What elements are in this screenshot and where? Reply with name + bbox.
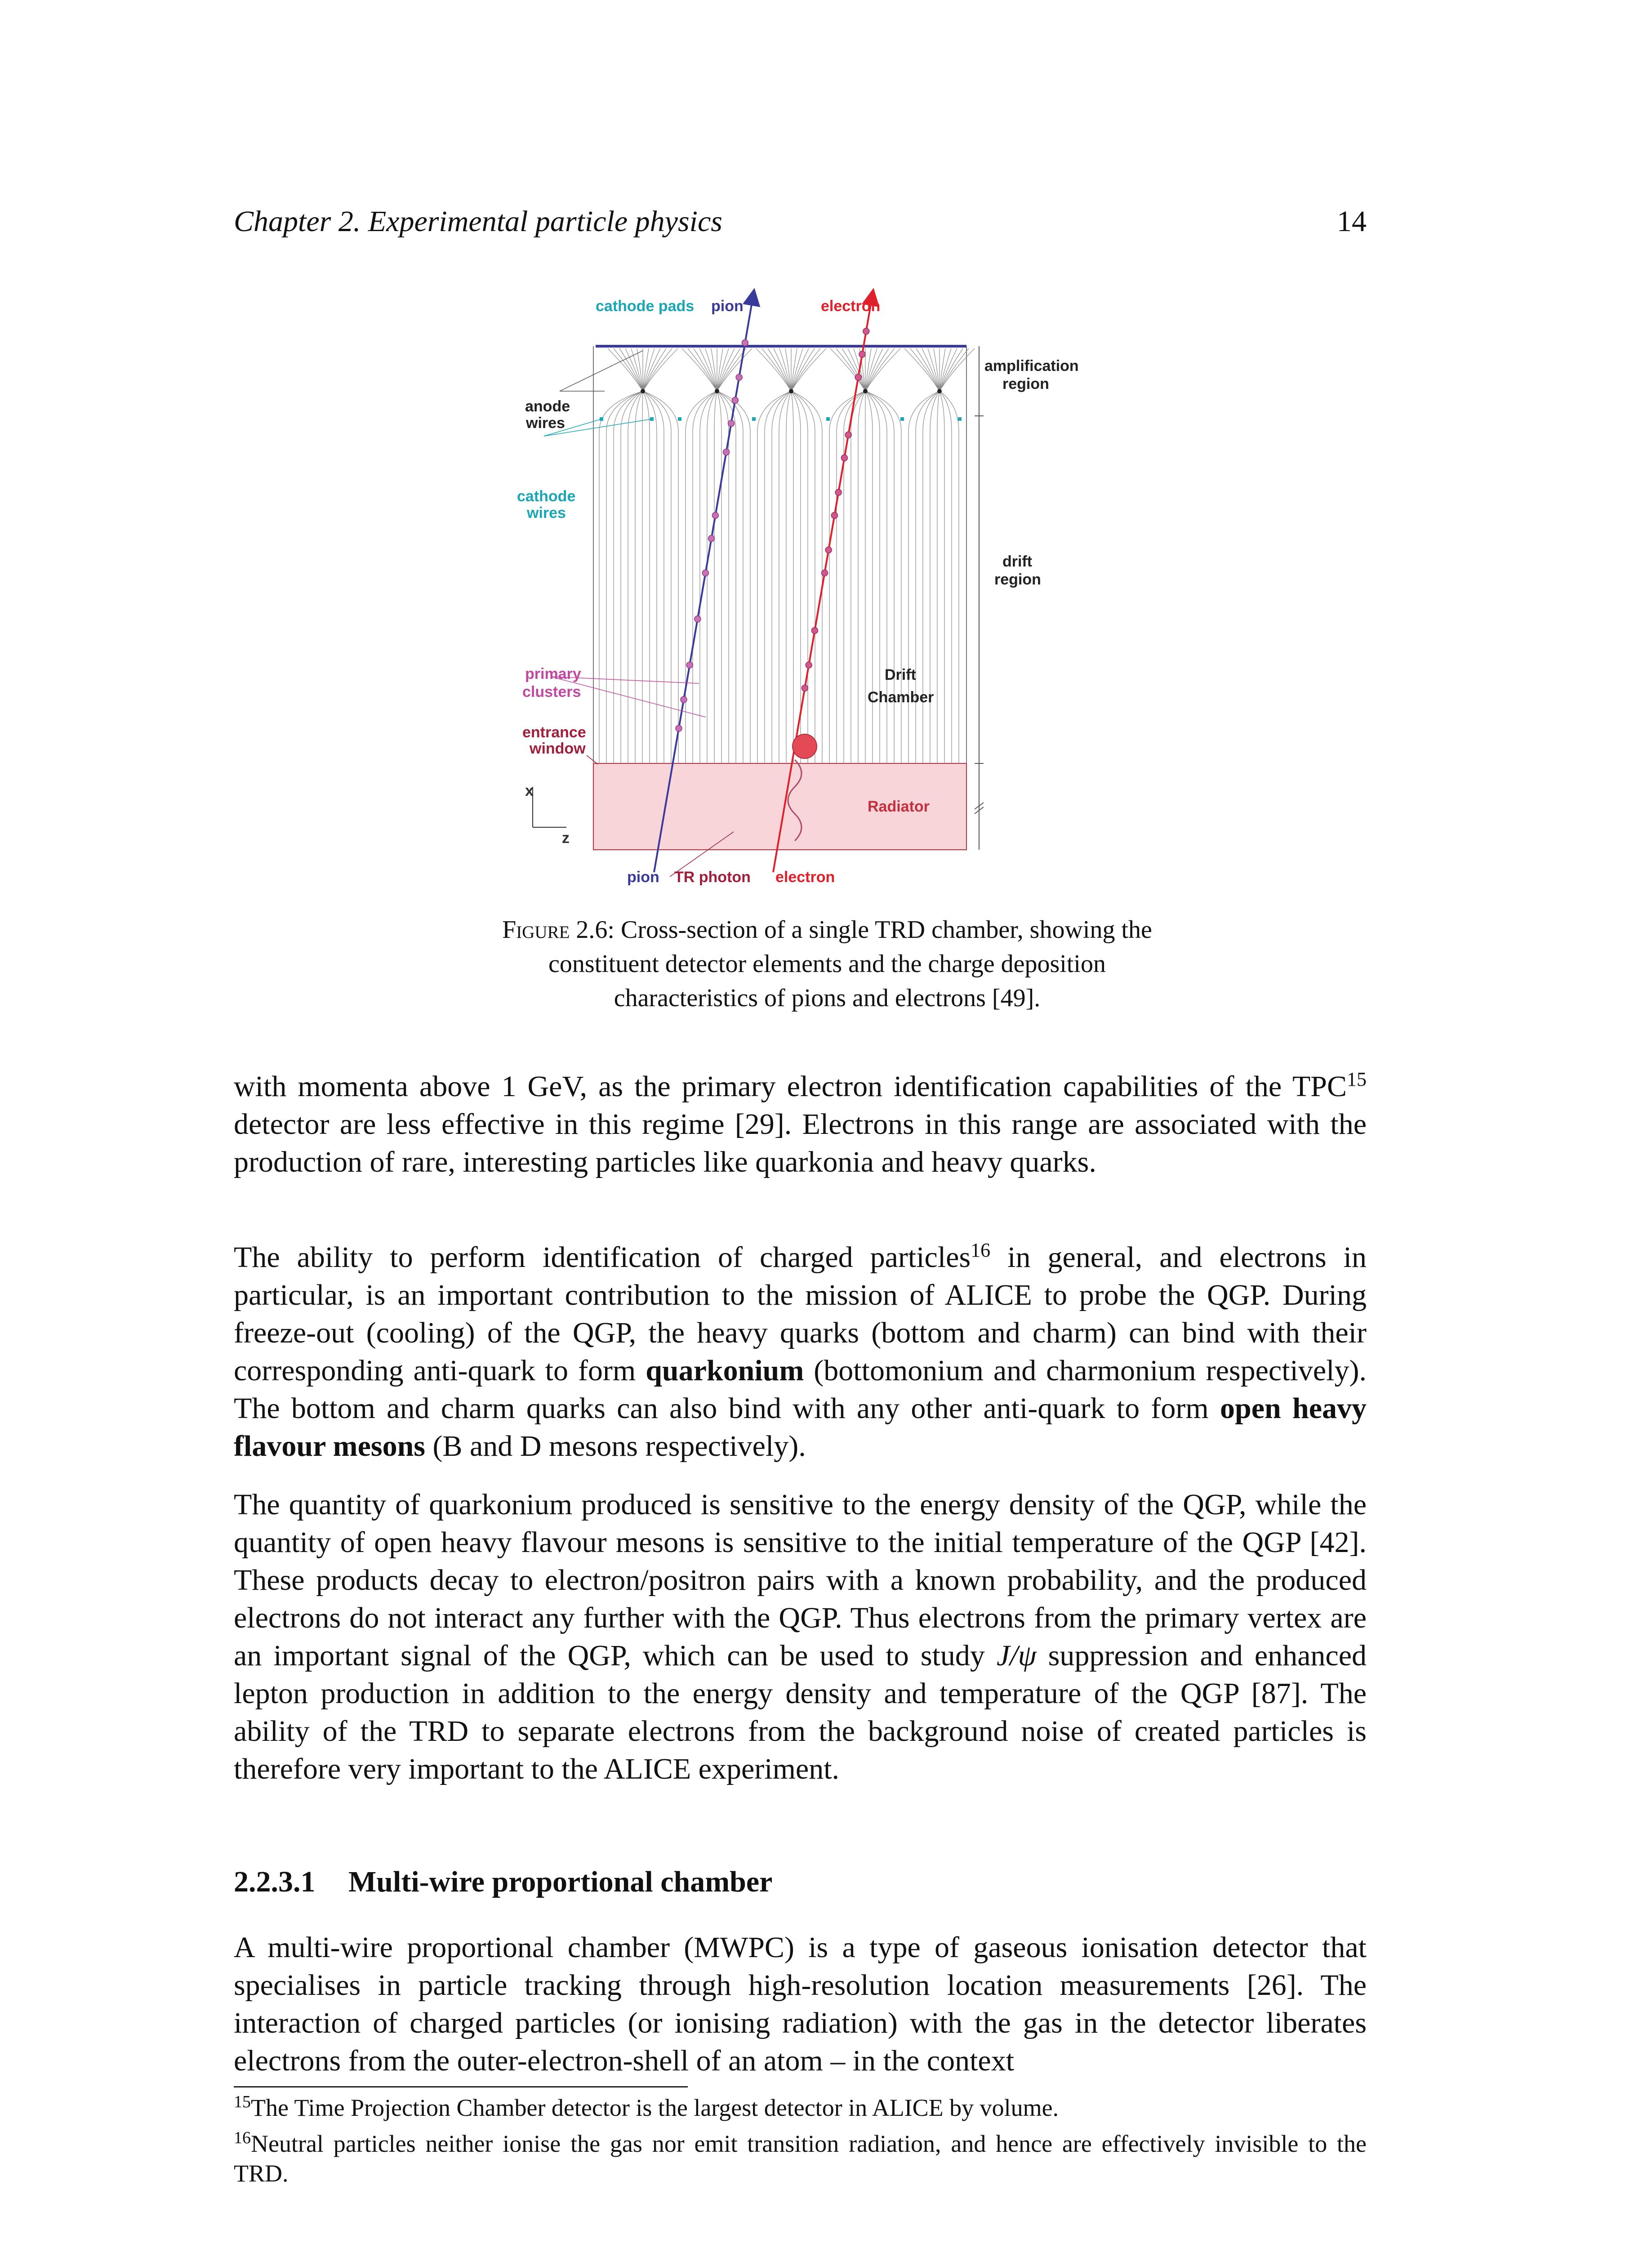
electron-cluster [855, 374, 861, 380]
drift-field-line [865, 391, 887, 763]
drift-field-line [765, 391, 791, 763]
footnote-rule [234, 2086, 688, 2087]
amplification-field-line [791, 348, 803, 391]
pion-cluster [695, 616, 701, 622]
amplification-field-line [928, 348, 940, 391]
term-open-heavy-flavour: open heavy flavour mesons [234, 1392, 1367, 1463]
amplification-field-line [643, 348, 655, 391]
label-tr-photon: TR photon [674, 869, 751, 886]
electron-cluster [859, 351, 865, 357]
footnote-16: $^{16}$Neutral particles neither ionise the gas nor emit transition radiation, and hence are effectively invisible to the TRD. [234, 2128, 1367, 2187]
drift-field-line [791, 391, 793, 763]
footnote-15: $^{15}$The Time Projection Chamber detector is the largest detector in ALICE by volume. [234, 2092, 1059, 2121]
cathode-wire [900, 417, 904, 421]
label-cathode-wires-2: wires [527, 504, 566, 522]
drift-field-line [686, 391, 717, 763]
electron-cluster [825, 547, 832, 553]
drift-field-line [791, 391, 822, 763]
cathode-wire [678, 417, 681, 421]
axis-z-label: z [562, 830, 570, 847]
drift-field-line [791, 391, 801, 763]
paragraph-3: The quantity of quarkonium produced is sensitive to the energy density of the QGP, while the quantity of open heavy flavour mesons is sensitive to the initial temperature of the QGP [42]. These products decay to electron/positron pairs with a known probability, and the produced electrons do not interact any further with the QGP. Thus electrons from the primary vertex are an important signal of the QGP, which can be used to study J/ψ suppression and enhanced lepton production in addition to the energy density and temperature of the QGP [87]. The ability of the TRD to separate electrons from the background noise of created particles is therefore very important to the ALICE experiment. [234, 1488, 1367, 1785]
anode-wire [789, 389, 793, 393]
electron-cluster [841, 455, 847, 461]
caption-label: Figure 2.6: [502, 916, 614, 944]
anode-wire [863, 389, 868, 393]
electron-cluster [811, 627, 818, 633]
pion-cluster [681, 696, 687, 703]
subsection-heading [234, 1865, 1367, 1899]
amplification-field-line [631, 348, 643, 391]
label-primary-2: clusters [522, 683, 581, 700]
label-cathode-pads: cathode pads [596, 298, 695, 315]
drift-field-line [937, 391, 940, 763]
pion-cluster [702, 570, 708, 576]
label-drift-chamber-1: Drift [885, 666, 916, 683]
drift-field-line [858, 391, 865, 763]
caption-line-1: Figure 2.6: Cross-section of a single TRD chamber, showing the [502, 916, 1152, 944]
pion-cluster [732, 397, 738, 403]
footnote-ref-15: 15 [1347, 1068, 1367, 1090]
label-amplification-2: region [1002, 375, 1049, 393]
pion-cluster [728, 420, 735, 427]
label-drift-chamber-2: Chamber [868, 689, 934, 706]
cathode-wires [600, 417, 962, 421]
anode-wire [937, 389, 942, 393]
drift-field-line [635, 391, 643, 763]
trd-diagram [494, 288, 1124, 899]
drift-field-line [717, 391, 750, 763]
label-pion-bottom: pion [627, 869, 659, 886]
label-drift-1: drift [1002, 553, 1033, 570]
label-cathode-wires-1: cathode [517, 488, 576, 505]
caption-line-2: constituent detector elements and the charge deposition [548, 950, 1106, 978]
electron-cluster [821, 570, 828, 576]
drift-field-line [714, 391, 717, 763]
drift-field-line [791, 391, 815, 763]
drift-field-line [707, 391, 717, 763]
math-jpsi: J/ψ [996, 1639, 1037, 1672]
label-pion-top: pion [711, 298, 744, 315]
pion-cluster [708, 535, 715, 542]
anode-wire [715, 389, 719, 393]
electron-cluster [802, 685, 808, 691]
label-primary-1: primary [525, 665, 581, 682]
label-entrance-1: entrance [522, 724, 586, 741]
figure-caption [342, 913, 1313, 1015]
drift-field-line [940, 391, 959, 763]
drift-field-line [865, 391, 901, 763]
amplification-field-line [717, 348, 729, 391]
amplification-field-line [940, 348, 951, 391]
pion-cluster [686, 662, 693, 668]
drift-field-line [940, 391, 944, 763]
electron-cluster [831, 512, 837, 518]
drift-field-line [717, 391, 721, 763]
page-number: 14 [1337, 205, 1367, 238]
drift-field-line [772, 391, 791, 763]
drift-field-line [643, 391, 650, 763]
drift-field-line [779, 391, 791, 763]
tr-absorption-blob [793, 734, 817, 758]
electron-cluster [863, 328, 869, 335]
subsection-number: 2.2.3.1 [234, 1865, 316, 1898]
subsection-title: Multi-wire proportional chamber [348, 1865, 773, 1898]
anode-wire [641, 389, 645, 393]
drift-field-line [643, 391, 678, 763]
caption-line-3: characteristics of pions and electrons [49]. [614, 984, 1041, 1012]
drift-field-line [642, 391, 643, 763]
entrance-pointer [587, 755, 598, 764]
cathode-wire [752, 417, 756, 421]
label-entrance-2: window [530, 740, 586, 757]
cathode-wire [826, 417, 830, 421]
drift-field-line [940, 391, 952, 763]
paragraph-2: The ability to perform identification of charged particles$^{16}$ in general, and electrons in particular, is an important contribution to the mission of ALICE to probe the QGP. During freeze-out (cooling) of the QGP, the heavy quarks (bottom and charm) can bind with their corresponding anti-quark to form quarkonium (bottomonium and charmonium respectively). The bottom and charm quarks can also bind with any other anti-quark to form open heavy flavour mesons (B and D mesons respectively). [234, 1239, 1367, 1463]
label-radiator: Radiator [868, 798, 930, 815]
label-electron-bottom: electron [775, 869, 835, 886]
amplification-field-line [865, 348, 877, 391]
pion-cluster [736, 374, 742, 380]
label-drift-2: region [994, 571, 1041, 588]
label-amplification-1: amplification [984, 357, 1079, 375]
amplification-field-line [705, 348, 717, 391]
label-electron-top: electron [821, 298, 881, 315]
label-anode-1: anode [525, 398, 570, 415]
primary-clusters [676, 328, 869, 731]
drift-field-line [916, 391, 940, 763]
page-header [234, 205, 1367, 250]
amplification-field-line [779, 348, 791, 391]
drift-field-line [829, 391, 865, 763]
pion-cluster [712, 512, 718, 518]
drift-field-line [606, 391, 643, 763]
drift-field-line [786, 391, 791, 763]
axis-x-label: x [525, 782, 534, 799]
chapter-title: Chapter 2. Experimental particle physics [234, 205, 722, 238]
drift-field-line [643, 391, 664, 763]
term-quarkonium: quarkonium [646, 1354, 804, 1387]
electron-cluster [835, 489, 842, 495]
drift-field-line [621, 391, 643, 763]
cathode-wire [958, 417, 962, 421]
electron-cluster [845, 432, 851, 438]
trd-figure [494, 288, 1124, 899]
drift-field-line [908, 391, 940, 763]
pion-cluster [676, 725, 682, 731]
footnote-ref-16: 16 [971, 1239, 991, 1261]
drift-field-line [717, 391, 743, 763]
label-anode-2: wires [526, 415, 565, 432]
electron-cluster [806, 662, 812, 668]
pion-cluster [742, 339, 748, 346]
paragraph-4: A multi-wire proportional chamber (MWPC) is a type of gaseous ionisation detector that specialises in particle tracking through high-resolution location measurements [26]. The interaction of charged particles (or ionising radiation) with the gas in the detector liberates electrons from the outer-electron-shell of an atom – in the context [234, 1931, 1367, 2077]
drift-field-line [865, 391, 873, 763]
anode-wires [641, 389, 942, 393]
paragraph-1: with momenta above 1 GeV, as the primary electron identification capabilities of the TPC$^{15}$ detector are less effective in this regime [29]. Electrons in this range are associated with the production of rare, interesting particles like quarkonia and heavy quarks. [234, 1068, 1367, 1178]
drift-field-line [930, 391, 940, 763]
pion-cluster [723, 449, 730, 455]
